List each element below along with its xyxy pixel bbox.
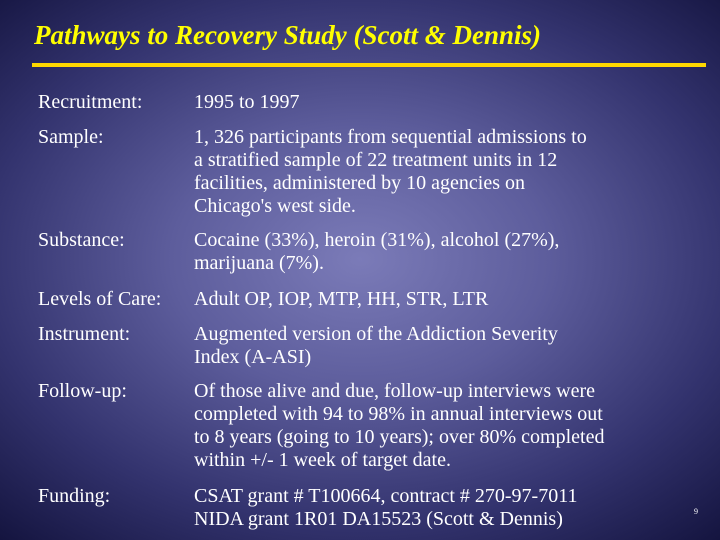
row-value-line: Chicago's west side.: [194, 195, 356, 217]
row-value-line: Cocaine (33%), heroin (31%), alcohol (27%),: [194, 229, 560, 251]
row-value-line: 1, 326 participants from sequential admissions to: [194, 126, 587, 148]
row-value-line: a stratified sample of 22 treatment units in 12: [194, 149, 558, 171]
row-value-line: within +/- 1 week of target date.: [194, 449, 451, 471]
row-value-line: Of those alive and due, follow-up interviews were: [194, 380, 595, 402]
row-label: Instrument:: [38, 323, 131, 345]
row-value: [194, 229, 694, 275]
row-label: Levels of Care:: [38, 288, 162, 310]
row-value-line: Index (A-ASI): [194, 346, 312, 368]
row-value: [194, 126, 694, 218]
row-value-line: CSAT grant # T100664, contract # 270-97-7011: [194, 485, 578, 507]
row-value: [194, 380, 694, 472]
row-value-line: Augmented version of the Addiction Severity: [194, 323, 558, 345]
row-label: Recruitment:: [38, 91, 143, 113]
row-value-line: Adult OP, IOP, MTP, HH, STR, LTR: [194, 288, 489, 310]
row-value-line: NIDA grant 1R01 DA15523 (Scott & Dennis): [194, 508, 563, 530]
row-value-line: completed with 94 to 98% in annual interviews out: [194, 403, 603, 425]
row-value: [194, 323, 694, 369]
title-underline: [32, 63, 706, 67]
row-label: Sample:: [38, 126, 104, 148]
row-label: Follow-up:: [38, 380, 127, 402]
row-value-line: facilities, administered by 10 agencies on: [194, 172, 526, 194]
row-value: [194, 485, 694, 531]
page-number: 9: [694, 507, 698, 516]
row-value-line: to 8 years (going to 10 years); over 80% completed: [194, 426, 605, 448]
row-value: [194, 288, 694, 311]
row-value-line: 1995 to 1997: [194, 91, 300, 113]
slide-title: Pathways to Recovery Study (Scott & Dennis): [34, 20, 541, 50]
row-label: Substance:: [38, 229, 125, 251]
row-value: [194, 91, 694, 114]
row-label: Funding:: [38, 485, 111, 507]
row-value-line: marijuana (7%).: [194, 252, 324, 274]
